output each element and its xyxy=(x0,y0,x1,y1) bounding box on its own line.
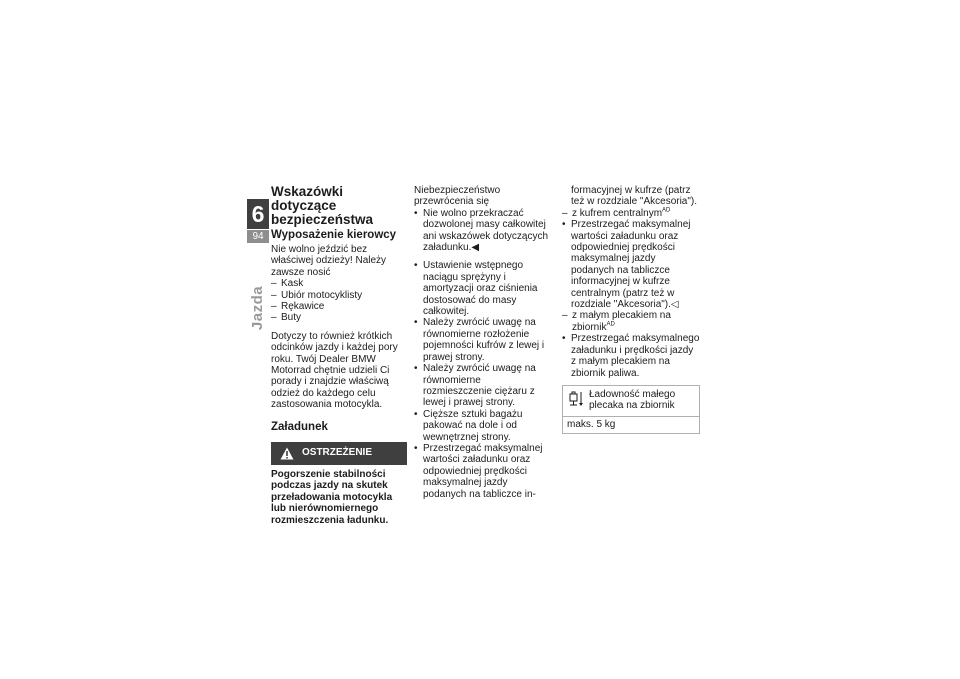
end-mark: ◀ xyxy=(471,242,480,254)
equipment-list xyxy=(271,278,407,324)
warning-banner xyxy=(271,442,407,465)
subsection-loading: Załadunek xyxy=(271,420,328,433)
list-item: – z małym plecakiem na zbiornik$^{AD}$ xyxy=(562,310,700,333)
tipping-intro: Niebezpieczeństwo przewrócenia się xyxy=(414,185,501,208)
list-item: – z kufrem centralnym$^{AD}$ xyxy=(562,208,700,219)
section-title: Wskazówki dotyczące bezpieczeństwa xyxy=(271,184,374,227)
spec-table xyxy=(562,385,700,434)
list-item: • Przestrzegać maksymalnej wartości załadunku oraz odpowiedniej prędkości maksymalnej jazdy podanych na tabliczce in- xyxy=(414,443,550,500)
warning-triangle-icon xyxy=(280,447,294,460)
superscript: AD xyxy=(662,207,671,214)
end-mark: ◁ xyxy=(670,299,679,311)
list-item: • Przestrzegać maksymalnej wartości załadunku oraz odpowiedniej prędkości maksymalnej jazdy podanych na tabliczce informacyjnej w kufrze centralnym (patrz też w rozdziale "Akcesoria").◁ xyxy=(562,219,700,310)
list-item: – Ubiór motocyklisty xyxy=(271,290,407,301)
luggage-weight-icon xyxy=(567,389,587,409)
superscript: AD xyxy=(606,321,615,328)
spec-header xyxy=(563,386,699,417)
list-item: • Należy zwrócić uwagę na równomierne rozłożenie pojemności kufrów z lewej i prawej strony. xyxy=(414,317,550,363)
warning-text: Pogorszenie stabilności podczas jazdy na skutek przeładowania motocykla lub nierównomiernego rozmieszczenia ładunku. xyxy=(271,468,393,527)
column-2 xyxy=(414,185,550,500)
list-item: – Kask xyxy=(271,278,407,289)
list-item: • Cięższe sztuki bagażu pakować na dole i od wewnętrznej strony. xyxy=(414,409,550,443)
list-item: • Nie wolno przekraczać dozwolonej masy całkowitej ani wskazówek dotyczących załadunku.◀ xyxy=(414,208,550,254)
chapter-title: Jazda xyxy=(249,285,266,331)
column-3 xyxy=(562,185,700,434)
subsection-rider-equipment: Wyposażenie kierowcy xyxy=(271,229,397,241)
list-item: • Ustawienie wstępnego naciągu sprężyny i amortyzacji oraz ciśnienia dostosować do masy całkowitej. xyxy=(414,260,550,317)
list-item: • Przestrzegać maksymalnego załadunku i prędkości jazdy z małym plecakiem na zbiornik paliwa. xyxy=(562,333,700,379)
chapter-tab: 6 xyxy=(247,199,269,229)
continued-text: formacyjnej w kufrze (patrz też w rozdziale "Akcesoria"). xyxy=(571,185,698,208)
list-item: • Należy zwrócić uwagę na równomierne rozmieszczenie ciężaru z lewej i prawej strony. xyxy=(414,363,550,409)
list-item: – Buty xyxy=(271,312,407,323)
column-1 xyxy=(271,185,407,527)
list-item: – Rękawice xyxy=(271,301,407,312)
equipment-paragraph: Dotyczy to również krótkich odcinków jazdy i każdej pory roku. Twój Dealer BMW Motorrad chętnie udzieli Ci porady i znajdzie właściwą odzież do każdego celu zastosowania motocykla. xyxy=(271,330,398,411)
page-number: 94 xyxy=(247,230,269,243)
loading-bullets xyxy=(414,208,550,500)
warning-label: OSTRZEŻENIE xyxy=(302,447,373,459)
equipment-intro: Nie wolno jeździć bez właściwej odzieży! Należy zawsze nosić xyxy=(271,244,387,278)
spec-label: Ładowność małego plecaka na zbiornik xyxy=(589,388,676,412)
spec-value: maks. 5 kg xyxy=(567,418,616,430)
